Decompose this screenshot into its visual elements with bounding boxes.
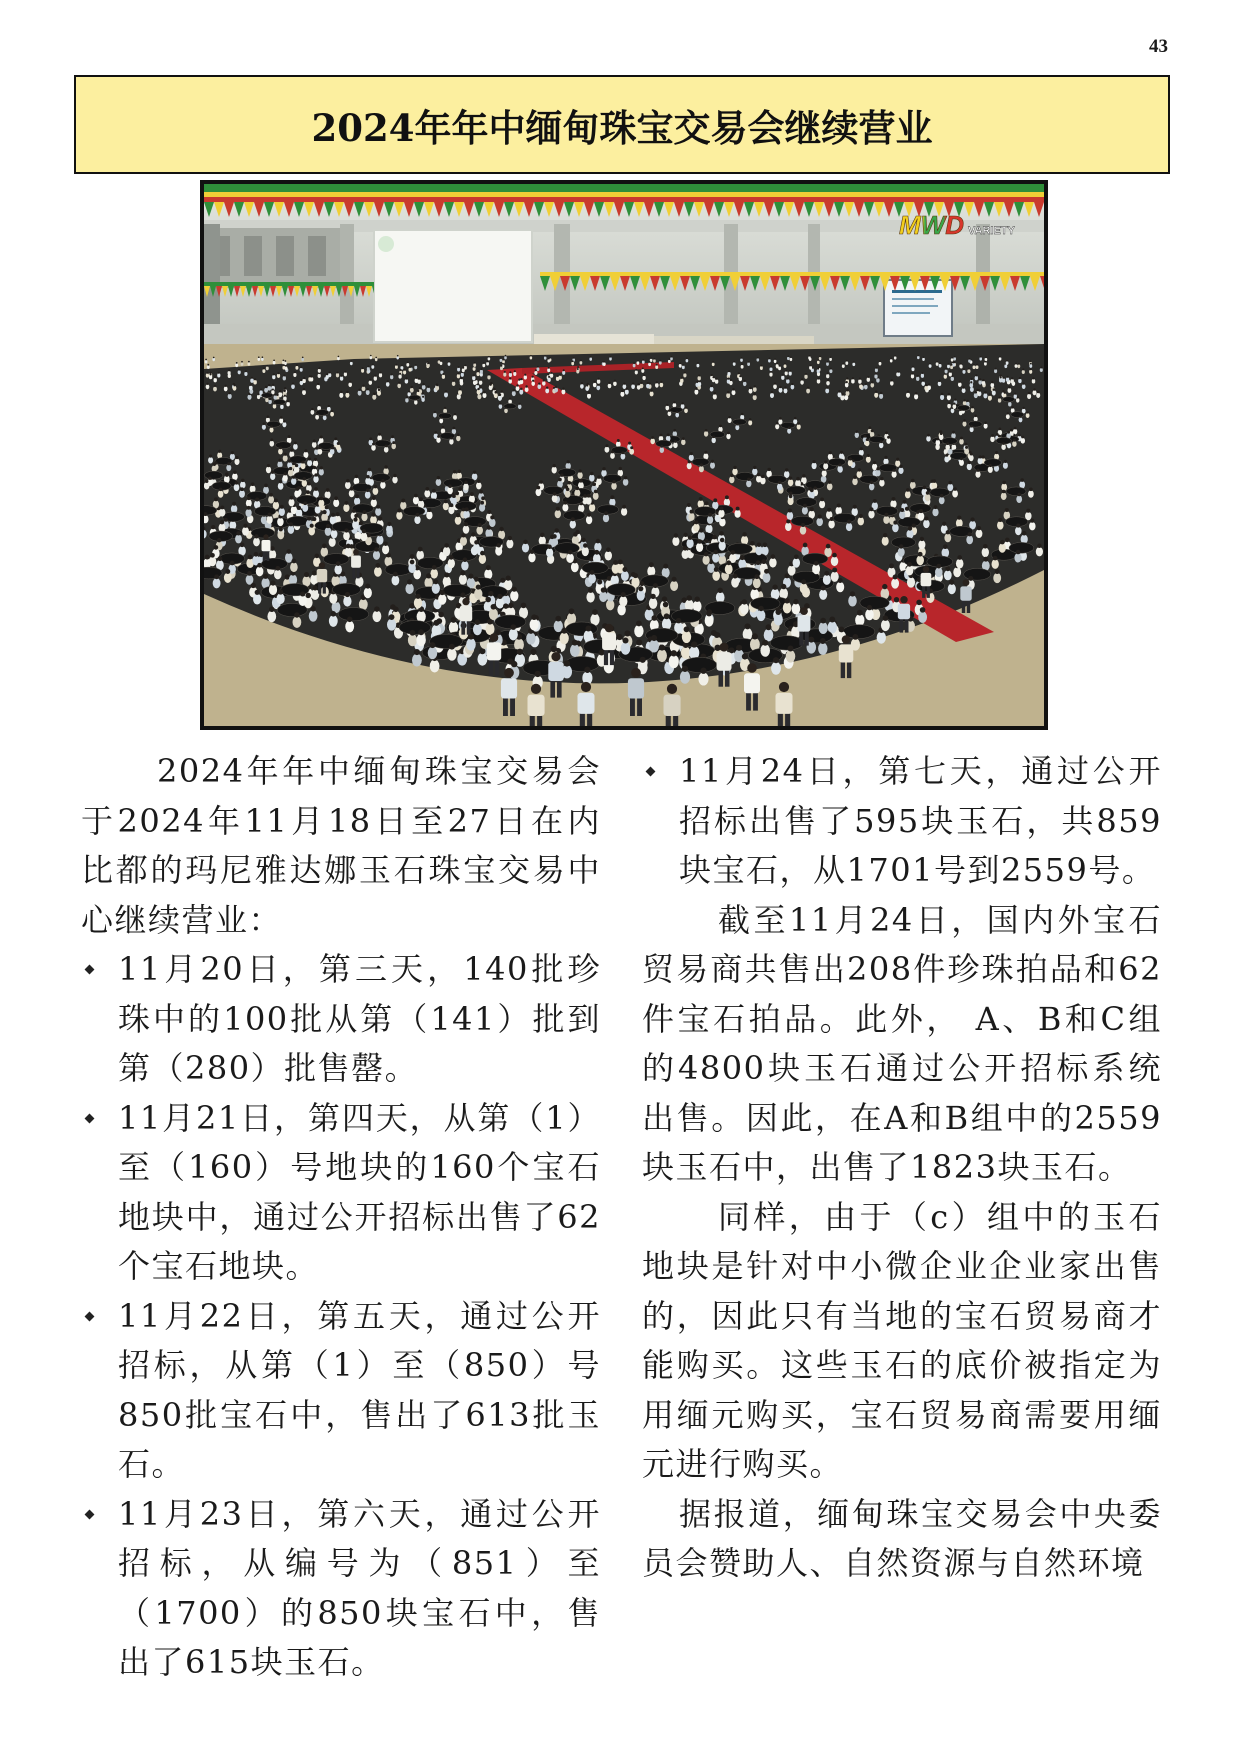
list-item [81, 1094, 601, 1292]
table [891, 537, 915, 548]
table [1006, 487, 1026, 496]
diamond-icon [85, 965, 95, 975]
table [332, 522, 355, 532]
table [964, 568, 991, 580]
diamond-icon [646, 767, 656, 777]
table [968, 421, 982, 427]
list-item-text: 11月20日，第三天，140批珍珠中的100批从第（141）批到第（280）批售罄。 [118, 950, 601, 1087]
table [710, 431, 725, 438]
table [656, 440, 672, 447]
title-banner [74, 75, 1170, 174]
table [582, 562, 608, 574]
main-screen [374, 230, 532, 342]
table [385, 564, 412, 576]
table [860, 475, 879, 483]
diamond-icon [85, 1113, 95, 1123]
list-item-text: 11月24日，第七天，通过公开招标出售了595块玉石，共859块宝石，从1701号到2559号。 [679, 752, 1162, 889]
table [833, 513, 855, 523]
table [1003, 397, 1015, 402]
logo-subtitle: VARIETY [968, 225, 1015, 237]
list-item-text: 11月22日，第五天，通过公开招标，从第（1）至（850）号850批宝石中，售出了613批玉石。 [118, 1296, 601, 1483]
body-paragraph: 据报道，缅甸珠宝交易会中央委员会赞助人、自然资源与自然环境 [642, 1494, 1162, 1582]
table [828, 458, 845, 466]
table [694, 507, 716, 516]
list-item-text: 11月21日，第四天，从第（1）至（160）号地块的160个宝石地块中，通过公开招标出售了62个宝石地块。 [118, 1098, 601, 1285]
table [375, 440, 391, 447]
table [555, 543, 580, 554]
list-item-text: 11月23日，第六天，通过公开招标，从编号为（851）至（1700）的850块宝石中，售出了615块玉石。 [118, 1494, 601, 1681]
table [706, 543, 731, 554]
table [733, 419, 747, 425]
list-item [81, 945, 601, 1094]
left-column [81, 747, 601, 1732]
list-item [81, 1490, 601, 1688]
table [736, 472, 755, 480]
table [984, 459, 1001, 467]
table [275, 442, 291, 449]
diamond-icon [85, 1311, 95, 1321]
page-title: 2024年年中缅甸珠宝交易会继续营业 [311, 105, 933, 150]
event-photo [200, 180, 1048, 730]
table [768, 475, 787, 483]
table [495, 615, 526, 629]
table [443, 584, 471, 596]
table [1011, 412, 1024, 418]
diamond-icon [85, 1509, 95, 1519]
table [409, 395, 421, 400]
table [204, 471, 222, 479]
table [417, 557, 443, 568]
table [443, 479, 462, 487]
event-photo-image [204, 184, 1044, 726]
body-paragraph: 截至11月24日，国内外宝石贸易商共售出208件珍珠拍品和62件宝石拍品。此外， A、B和C组的4800块玉石通过公开招标系统出售。因此，在A和B组中的2559块玉石中，出售了1823块玉石。 [642, 900, 1162, 1186]
intro-paragraph: 2024年年中缅甸珠宝交易会于2024年11月18日至27日在内比都的玛尼雅达娜玉石珠宝交易中心继续营业： [81, 752, 601, 939]
table [403, 507, 425, 516]
list-item [81, 1292, 601, 1490]
right-column [642, 747, 1162, 1732]
table [372, 474, 391, 482]
table [942, 438, 958, 445]
table [266, 421, 280, 427]
table [786, 486, 806, 495]
page-number: 43 [1149, 36, 1168, 57]
table [254, 507, 276, 516]
floor [204, 344, 1044, 726]
list-item [642, 747, 1162, 896]
table [957, 405, 970, 411]
logo-mark: MWD [899, 210, 964, 240]
table [1009, 542, 1034, 553]
table [751, 597, 781, 610]
table [930, 488, 950, 497]
table [860, 596, 889, 609]
table [770, 636, 803, 650]
table [338, 608, 368, 621]
table [950, 452, 967, 459]
body-paragraph: 同样，由于（c）组中的玉石地块是针对中小微企业企业家出售的，因此只有当地的宝石贸易商才能购买。这些玉石的底价被指定为用缅元购买，宝石贸易商需要用缅元进行购买。 [642, 1197, 1162, 1483]
